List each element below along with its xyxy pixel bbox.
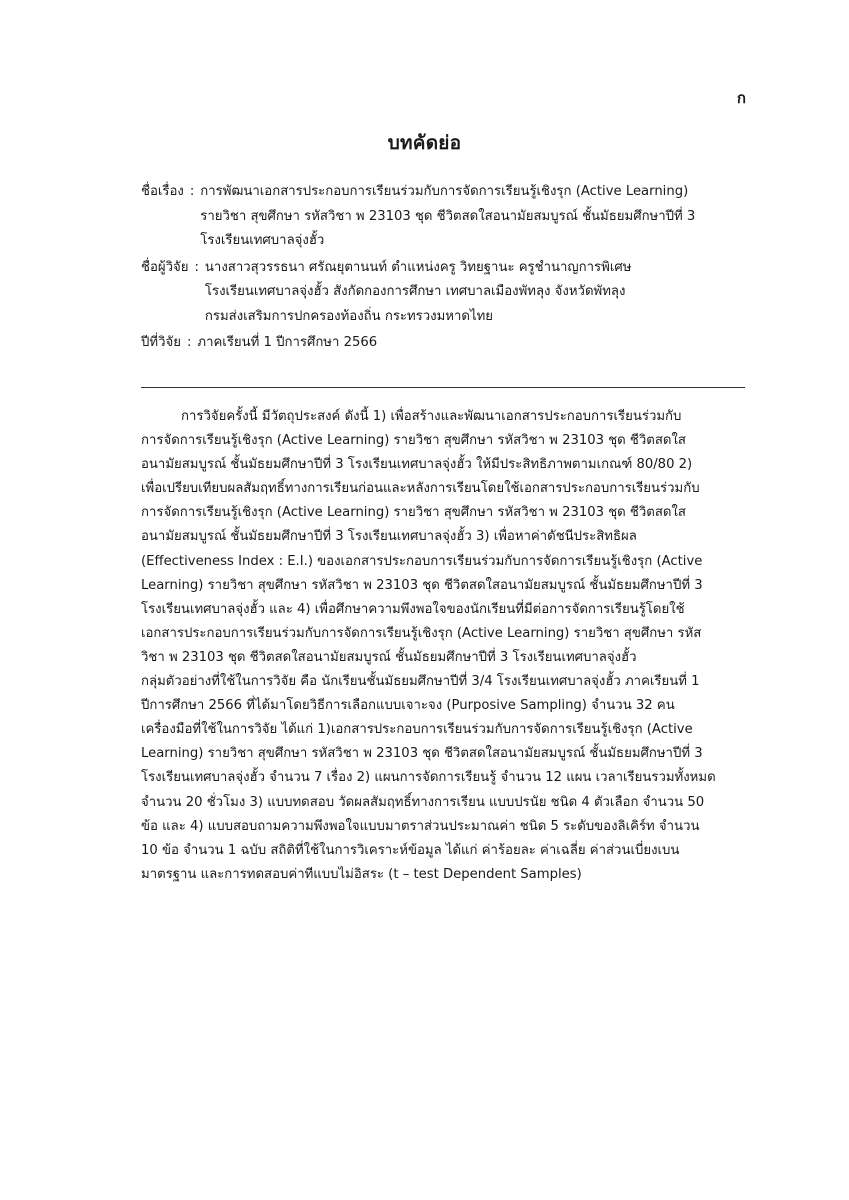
meta-subject-value	[200, 180, 761, 254]
meta-year	[141, 331, 761, 356]
meta-year-value	[197, 331, 761, 356]
body-line: โรงเรียนเทศบาลจุ่งฮั้ว จำนวน 7 เรื่อง 2) แผนการจัดการเรียนรู้ จำนวน 12 แผน เวลาเรียนรวมทั้งหมด	[141, 770, 716, 786]
body-line: การจัดการเรียนรู้เชิงรุก (Active Learning) รายวิชา สุขศึกษา รหัสวิชา พ 23103 ชุด ชีวิตสดใส	[141, 505, 686, 521]
abstract-body	[141, 405, 751, 887]
meta-researcher-line: นางสาวสุวรรธนา ศรัณยุตานนท์ ตำแหน่งครู วิทยฐานะ ครูชำนาญการพิเศษ	[204, 259, 632, 275]
meta-year-separator: :	[186, 335, 192, 350]
meta-researcher-separator: :	[194, 259, 199, 275]
body-line: จำนวน 20 ชั่วโมง 3) แบบทดสอบ วัดผลสัมฤทธิ์ทางการเรียน แบบปรนัย ชนิด 4 ตัวเลือก จำนวน 50	[141, 794, 705, 810]
meta-researcher-line: โรงเรียนเทศบาลจุ่งฮั้ว สังกัดกองการศึกษา เทศบาลเมืองพัทลุง จังหวัดพัทลุง	[204, 284, 626, 299]
abstract-metadata	[141, 180, 761, 356]
meta-subject	[141, 180, 761, 254]
meta-researcher-label: ชื่อผู้วิจัย	[141, 259, 189, 275]
body-line: 10 ข้อ จำนวน 1 ฉบับ สถิติที่ใช้ในการวิเคราะห์ข้อมูล ได้แก่ ค่าร้อยละ ค่าเฉลี่ย ค่าส่วนเบี่ยงเบน	[141, 842, 680, 858]
meta-researcher-value	[205, 256, 761, 330]
body-line: กลุ่มตัวอย่างที่ใช้ในการวิจัย คือ นักเรียนชั้นมัธยมศึกษาปีที่ 3/4 โรงเรียนเทศบาลจุ่งฮั้ว ภาคเรียนที่ 1	[141, 674, 700, 690]
body-line: เอกสารประกอบการเรียนร่วมกับการจัดการเรียนรู้เชิงรุก (Active Learning) รายวิชา สุขศึกษา รหัส	[141, 625, 702, 641]
body-line: การวิจัยครั้งนี้ มีวัตถุประสงค์ ดังนี้ 1) เพื่อสร้างและพัฒนาเอกสารประกอบการเรียนร่วมกับ	[181, 409, 682, 424]
meta-subject-line: การพัฒนาเอกสารประกอบการเรียนร่วมกับการจัดการเรียนรู้เชิงรุก (Active Learning)	[200, 184, 689, 199]
body-line: ข้อ และ 4) แบบสอบถามความพึงพอใจแบบมาตราส่วนประมาณค่า ชนิด 5 ระดับของลิเคิร์ท จำนวน	[141, 818, 700, 834]
page-title: บทคัดย่อ	[387, 132, 462, 154]
body-line: อนามัยสมบูรณ์ ชั้นมัธยมศึกษาปีที่ 3 โรงเรียนเทศบาลจุ่งฮั้ว 3) เพื่อหาค่าดัชนีประสิทธิผล	[141, 529, 637, 545]
body-line: มาตรฐาน และการทดสอบค่าทีแบบไม่อิสระ (t – test Dependent Samples)	[141, 866, 582, 882]
meta-year-label: ปีที่วิจัย	[141, 335, 181, 350]
body-line: การจัดการเรียนรู้เชิงรุก (Active Learning) รายวิชา สุขศึกษา รหัสวิชา พ 23103 ชุด ชีวิตสดใส	[141, 433, 686, 449]
body-line: Learning) รายวิชา สุขศึกษา รหัสวิชา พ 23103 ชุด ชีวิตสดใสอนามัยสมบูรณ์ ชั้นมัธยมศึกษาปีที่ 3	[141, 746, 703, 762]
body-line: อนามัยสมบูรณ์ ชั้นมัธยมศึกษาปีที่ 3 โรงเรียนเทศบาลจุ่งฮั้ว ให้มีประสิทธิภาพตามเกณฑ์ 80/80 2)	[141, 457, 693, 473]
meta-subject-line: รายวิชา สุขศึกษา รหัสวิชา พ 23103 ชุด ชีวิตสดใสอนามัยสมบูรณ์ ชั้นมัธยมศึกษาปีที่ 3	[200, 208, 696, 224]
meta-subject-label: ชื่อเรื่อง	[141, 184, 184, 199]
meta-researcher	[141, 256, 761, 330]
meta-subject-separator: :	[189, 184, 195, 199]
meta-subject-line: โรงเรียนเทศบาลจุ่งฮั้ว	[200, 233, 325, 248]
body-line: โรงเรียนเทศบาลจุ่งฮั้ว และ 4) เพื่อศึกษาความพึงพอใจของนักเรียนที่มีต่อการจัดการเรียนรู้โดยใช้	[141, 601, 685, 617]
section-divider	[141, 387, 745, 388]
body-line: เครื่องมือที่ใช้ในการวิจัย ได้แก่ 1)เอกสารประกอบการเรียนร่วมกับการจัดการเรียนรู้เชิงรุก (Active	[141, 722, 693, 738]
body-line: เพื่อเปรียบเทียบผลสัมฤทธิ์ทางการเรียนก่อนและหลังการเรียนโดยใช้เอกสารประกอบการเรียนร่วมกับ	[141, 481, 700, 497]
body-line: ปีการศึกษา 2566 ที่ได้มาโดยวิธีการเลือกแบบเจาะจง (Purposive Sampling) จำนวน 32 คน	[141, 698, 675, 714]
page-number: ก	[736, 89, 746, 107]
body-line: (Effectiveness Index : E.I.) ของเอกสารประกอบการเรียนร่วมกับการจัดการเรียนรู้เชิงรุก (Active	[141, 553, 703, 569]
body-line: วิชา พ 23103 ชุด ชีวิตสดใสอนามัยสมบูรณ์ ชั้นมัธยมศึกษาปีที่ 3 โรงเรียนเทศบาลจุ่งฮั้ว	[141, 649, 637, 665]
meta-year-line: ภาคเรียนที่ 1 ปีการศึกษา 2566	[197, 335, 378, 350]
meta-researcher-line: กรมส่งเสริมการปกครองท้องถิ่น กระทรวงมหาดไทย	[204, 308, 494, 324]
body-line: Learning) รายวิชา สุขศึกษา รหัสวิชา พ 23103 ชุด ชีวิตสดใสอนามัยสมบูรณ์ ชั้นมัธยมศึกษาปีที่ 3	[141, 577, 703, 593]
